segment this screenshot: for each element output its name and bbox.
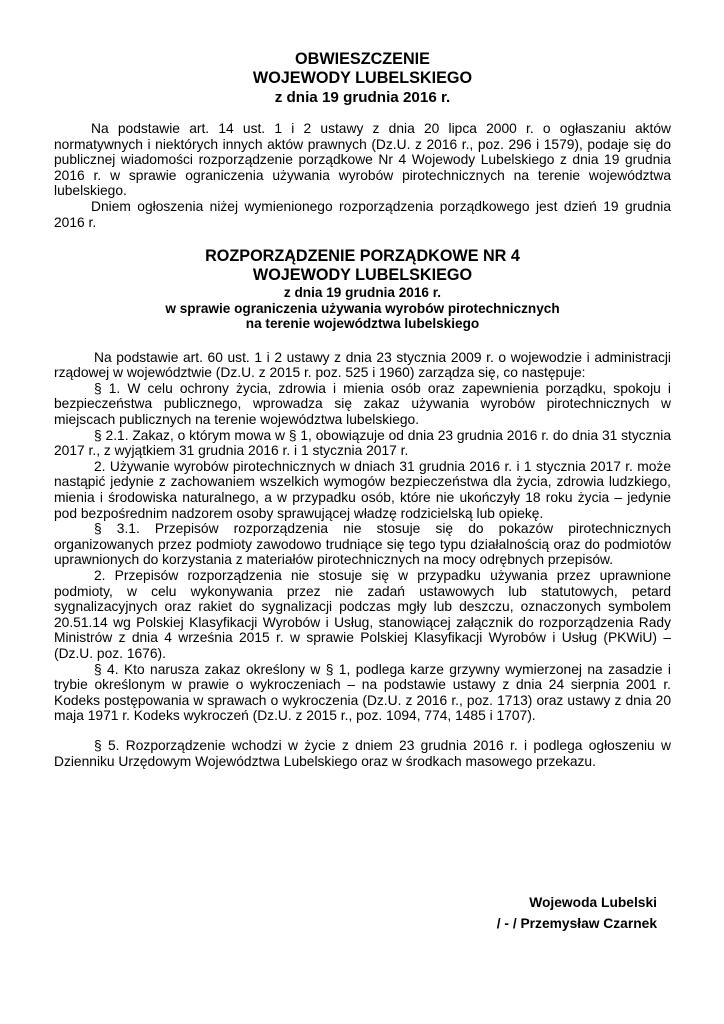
- preamble-paragraph: Na podstawie art. 60 ust. 1 i 2 ustawy z dnia 23 stycznia 2009 r. o wojewodzie i administracji rządowej w województwie (Dz.U. z 2015 r. poz. 525 i 1960) zarządza się, co następuje:: [54, 349, 671, 381]
- section-2-2-paragraph: 2. Używanie wyrobów pirotechnicznych w dniach 31 grudnia 2016 r. i 1 stycznia 2017 r. może nastąpić jedynie z zachowaniem wszelkich wymogów bezpieczeństwa dla życia, zdrowia ludzkiego, mienia i środowiska naturalnego, a w przypadku osób, które nie ukończyły 18 roku życia – jedynie pod bezpośrednim nadzorem osoby sprawującej władzę rodzicielską lub opiekę.: [54, 458, 671, 521]
- regulation-body: [54, 350, 671, 769]
- section-5-paragraph: § 5. Rozporządzenie wchodzi w życie z dniem 23 grudnia 2016 r. i podlega ogłoszeniu w Dzienniku Urzędowym Województwa Lubelskiego oraz w środkach masowego przekazu.: [54, 737, 671, 769]
- signature-block: [457, 892, 657, 934]
- announcement-paragraph: Na podstawie art. 14 ust. 1 i 2 ustawy z dnia 20 lipca 2000 r. o ogłaszaniu aktów normatywnych i niektórych innych aktów prawnych (Dz.U. z 2016 r., poz. 296 i 1579), podaje się do publicznej wiadomości rozporządzenie porządkowe Nr 4 Wojewody Lubelskiego z dnia 19 grudnia 2016 r. w sprawie ograniczenia używania wyrobów pirotechnicznych na terenie województwa lubelskiego.: [54, 121, 671, 199]
- announcement-date: z dnia 19 grudnia 2016 r.: [274, 89, 451, 106]
- regulation-subject-line1: w sprawie ograniczenia używania wyrobów pirotechnicznych: [165, 300, 560, 316]
- regulation-date: z dnia 19 grudnia 2016 r.: [283, 285, 442, 301]
- announcement-title: [54, 50, 671, 107]
- announcement-title-line1: OBWIESZCZENIE: [295, 50, 430, 68]
- regulation-title-line2: WOJEWODY LUBELSKIEGO: [252, 266, 473, 285]
- signature-role: Wojewoda Lubelski: [529, 895, 657, 910]
- regulation-title-line1: ROZPORZĄDZENIE PORZĄDKOWE NR 4: [205, 247, 520, 266]
- announcement-title-line2: WOJEWODY LUBELSKIEGO: [252, 69, 473, 87]
- announcement-body: [54, 121, 671, 230]
- section-1-paragraph: § 1. W celu ochrony życia, zdrowia i mienia osób oraz zapewnienia porządku, spokoju i bezpieczeństwa publicznego, wprowadza się zakaz używania wyrobów pirotechnicznych w miejscach publicznych na terenie województwa lubelskiego.: [54, 380, 671, 428]
- announcement-date-paragraph: Dniem ogłoszenia niżej wymienionego rozporządzenia porządkowego jest dzień 19 grudnia 2016 r.: [54, 198, 671, 230]
- document-page: [54, 50, 671, 931]
- regulation-title: [54, 247, 671, 332]
- section-3-2-paragraph: 2. Przepisów rozporządzenia nie stosuje się w przypadku używania przez uprawnione podmioty, w celu wykonywania przez nie zadań ustawowych lub statutowych, petard sygnalizacyjnych oraz rakiet do sygnalizacji podczas mgły lub deszczu, oznaczonych symbolem 20.51.14 wg Polskiej Klasyfikacji Wyrobów i Usług, stanowiącej załącznik do rozporządzenia Rady Ministrów z dnia 4 września 2015 r. w sprawie Polskiej Klasyfikacji Wyrobów i Usług (PKWiU) – (Dz.U. poz. 1676).: [54, 567, 671, 661]
- section-2-1-paragraph: § 2.1. Zakaz, o którym mowa w § 1, obowiązuje od dnia 23 grudnia 2016 r. do dnia 31 stycznia 2017 r., z wyjątkiem 31 grudnia 2016 r. i 1 stycznia 2017 r.: [54, 427, 671, 459]
- section-4-paragraph: § 4. Kto narusza zakaz określony w § 1, podlega karze grzywny wymierzonej na zasadzie i trybie określonym w prawie o wykroczeniach – na podstawie ustawy z dnia 24 sierpnia 2001 r. Kodeks postępowania w sprawach o wykroczenia (Dz.U. z 2016 r., poz. 1713) oraz ustawy z dnia 20 maja 1971 r. Kodeks wykroczeń (Dz.U. z 2015 r., poz. 1094, 774, 1485 i 1707).: [54, 661, 671, 724]
- regulation-subject-line2: na terenie województwa lubelskiego: [245, 316, 480, 332]
- signature-name: / - / Przemysław Czarnek: [496, 916, 657, 931]
- section-3-1-paragraph: § 3.1. Przepisów rozporządzenia nie stosuje się do pokazów pirotechnicznych organizowanych przez podmioty zawodowo trudniące się tego typu działalnością oraz do podmiotów uprawnionych do korzystania z materiałów pirotechnicznych na mocy odrębnych przepisów.: [54, 521, 671, 568]
